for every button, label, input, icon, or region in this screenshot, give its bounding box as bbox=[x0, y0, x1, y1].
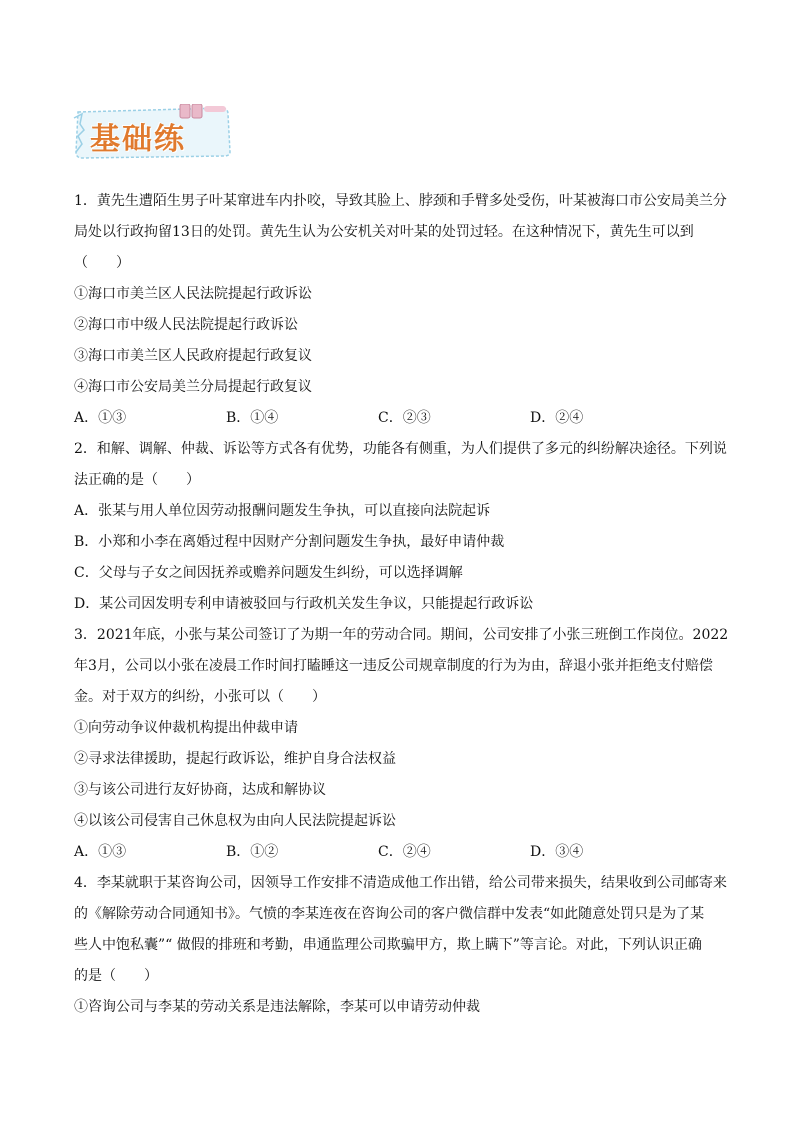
q3-item-3: ③与该公司进行友好协商，达成和解协议 bbox=[74, 782, 326, 798]
q4-stem-line-4: 的是（ ） bbox=[74, 968, 158, 984]
question-2 bbox=[74, 434, 727, 620]
section-banner bbox=[72, 104, 232, 160]
q1-item-3: ③海口市美兰区人民政府提起行政复议 bbox=[74, 348, 312, 364]
q1-choice-a: A．①③ bbox=[74, 410, 127, 426]
q3-stem-line-3: 金。对于双方的纠纷，小张可以（ ） bbox=[74, 689, 326, 705]
question-list bbox=[74, 186, 729, 1023]
q3-choice-b: B．①② bbox=[226, 844, 279, 860]
question-4 bbox=[74, 868, 727, 1023]
q2-option-d: D．某公司因发明专利申请被驳回与行政机关发生争议，只能提起行政诉讼 bbox=[74, 596, 534, 612]
q1-stem-line-3: （ ） bbox=[74, 255, 130, 271]
q4-stem-line-3: 些人中饱私囊”“ 做假的排班和考勤，串通监理公司欺骗甲方，欺上瞒下”等言论。对此，下列认识正确 bbox=[74, 937, 702, 953]
q1-item-1: ①海口市美兰区人民法院提起行政诉讼 bbox=[74, 286, 312, 302]
q2-option-b: B．小郑和小李在离婚过程中因财产分割问题发生争执，最好申请仲裁 bbox=[74, 534, 505, 550]
q1-choice-b: B．①④ bbox=[226, 410, 279, 426]
q3-item-4: ④以该公司侵害自己休息权为由向人民法院提起诉讼 bbox=[74, 813, 396, 829]
q3-choice-c: C．②④ bbox=[378, 844, 431, 860]
q3-stem-line-2: 年3月，公司以小张在凌晨工作时间打瞌睡这一违反公司规章制度的行为为由，辞退小张并拒绝支付赔偿 bbox=[74, 658, 713, 674]
q1-choice-d: D．②④ bbox=[530, 410, 584, 426]
q3-item-1: ①向劳动争议仲裁机构提出仲裁申请 bbox=[74, 720, 298, 736]
q1-choices bbox=[74, 403, 724, 434]
q2-option-c: C．父母与子女之间因抚养或赡养问题发生纠纷，可以选择调解 bbox=[74, 565, 463, 581]
q3-stem-line-1: 3．2021年底，小张与某公司签订了为期一年的劳动合同。期间，公司安排了小张三班倒工作岗位。2022 bbox=[74, 627, 729, 643]
q4-stem-line-1: 4．李某就职于某咨询公司，因领导工作安排不清造成他工作出错，给公司带来损失，结果收到公司邮寄来 bbox=[74, 875, 727, 891]
q2-option-a: A．张某与用人单位因劳动报酬问题发生争执，可以直接向法院起诉 bbox=[74, 503, 491, 519]
q3-choice-a: A．①③ bbox=[74, 844, 127, 860]
q2-stem-line-1: 2．和解、调解、仲裁、诉讼等方式各有优势，功能各有侧重，为人们提供了多元的纠纷解决途径。下列说 bbox=[74, 441, 727, 457]
q1-choice-c: C．②③ bbox=[378, 410, 431, 426]
q4-stem-line-2: 的《解除劳动合同通知书》。气愤的李某连夜在咨询公司的客户微信群中发表“如此随意处罚只是为了某 bbox=[74, 906, 705, 922]
question-1 bbox=[74, 186, 727, 434]
q1-item-2: ②海口市中级人民法院提起行政诉讼 bbox=[74, 317, 298, 333]
question-3 bbox=[74, 620, 729, 868]
q3-item-2: ②寻求法律援助，提起行政诉讼，维护自身合法权益 bbox=[74, 751, 396, 767]
q3-choice-d: D．③④ bbox=[530, 844, 584, 860]
q1-stem-line-2: 局处以行政拘留13日的处罚。黄先生认为公安机关对叶某的处罚过轻。在这种情况下，黄先生可以到 bbox=[74, 224, 694, 240]
banner-title: 基础练 bbox=[90, 122, 186, 157]
q1-stem-line-1: 1．黄先生遭陌生男子叶某窜进车内扑咬，导致其脸上、脖颈和手臂多处受伤，叶某被海口市公安局美兰分 bbox=[74, 193, 727, 209]
q1-item-4: ④海口市公安局美兰分局提起行政复议 bbox=[74, 379, 312, 395]
q2-stem-line-2: 法正确的是（ ） bbox=[74, 472, 200, 488]
q4-item-1: ①咨询公司与李某的劳动关系是违法解除，李某可以申请劳动仲裁 bbox=[74, 999, 480, 1015]
q3-choices bbox=[74, 837, 724, 868]
